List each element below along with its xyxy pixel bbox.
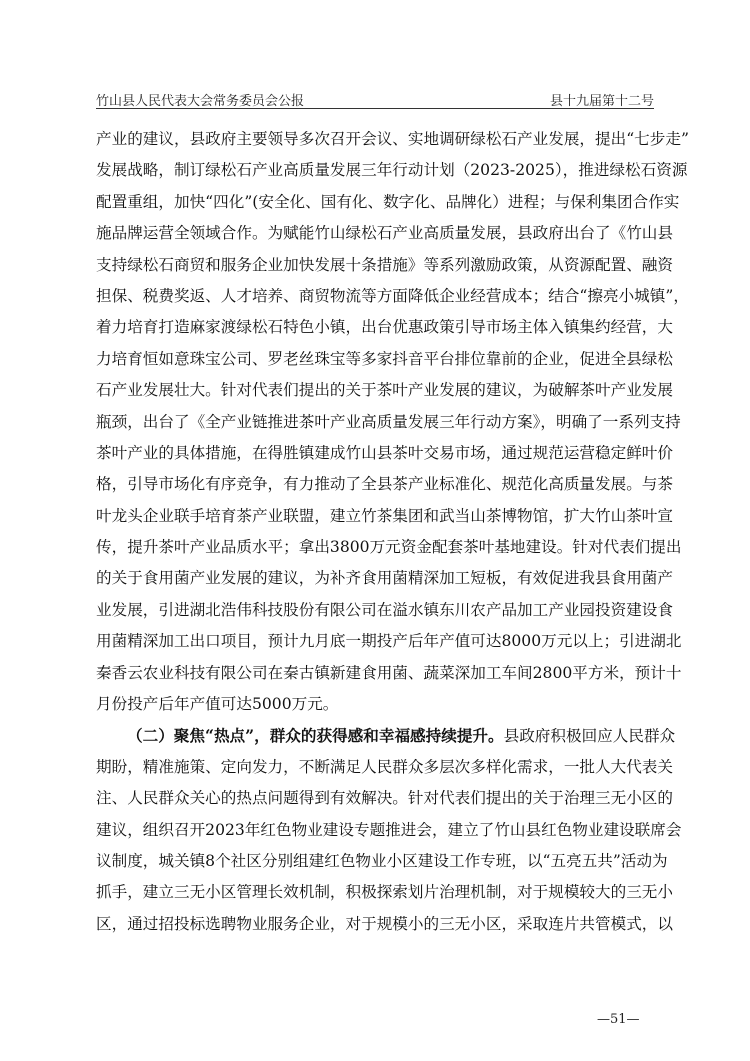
header-divider [96,108,654,109]
body-line: 格，引导市场化有序竞争，有力推动了全县茶产业标准化、规范化高质量发展。与茶 [96,475,673,494]
section-intro: 县政府积极回应人民群众 [503,727,676,746]
body-line: 秦香云农业科技有限公司在秦古镇新建食用菌、蔬菜深加工车间2800平方米，预计十 [96,663,682,682]
body-line: 担保、税费奖返、人才培养、商贸物流等方面降低企业经营成本；结合“擦亮小城镇”， [96,286,689,305]
body-line: 瓶颈，出台了《全产业链推进茶叶产业高质量发展三年行动方案》，明确了一系列支持 [96,412,681,431]
body-line: 石产业发展壮大。针对代表们提出的关于茶叶产业发展的建议，为破解茶叶产业发展 [96,381,673,400]
body-line: 传，提升茶叶产业品质水平；拿出3800万元资金配套茶叶基地建设。针对代表们提出 [96,538,682,557]
body-line: 配置重组，加快“四化”(安全化、国有化、数字化、品牌化）进程；与保利集团合作实 [96,192,680,211]
body-line: 支持绿松石商贸和服务企业加快发展十条措施》等系列激励政策，从资源配置、融资 [96,255,673,274]
body-line: 注、人民群众关心的热点问题得到有效解决。针对代表们提出的关于治理三无小区的 [96,789,673,808]
body-line: 抓手，建立三无小区管理长效机制，积极探索划片治理机制，对于规模较大的三无小 [96,883,673,902]
body-line: 区，通过招投标选聘物业服务企业，对于规模小的三无小区，采取连片共管模式，以 [96,914,673,933]
body-line: 发展战略，制订绿松石产业高质量发展三年行动计划（2023-2025），推进绿松石资源 [96,161,688,180]
body-line: 施品牌运营全领域合作。为赋能竹山绿松石产业高质量发展，县政府出台了《竹山县 [96,224,673,243]
body-line: 产业的建议，县政府主要领导多次召开会议、实地调研绿松石产业发展，提出“七步走” [96,130,689,148]
body-line: 茶叶产业的具体措施，在得胜镇建成竹山县茶叶交易市场，通过规范运营稳定鲜叶价 [96,443,673,462]
document-body [96,124,689,940]
body-line: 建议，组织召开2023年红色物业建设专题推进会，建立了竹山县红色物业建设联席会 [96,820,682,839]
header-title: 竹山县人民代表大会常务委员会公报 [96,94,305,109]
body-line: 力培育恒如意珠宝公司、罗老丝珠宝等多家抖音平台排位靠前的企业，促进全县绿松 [96,349,673,368]
body-line: 用菌精深加工出口项目，预计九月底一期投产后年产值可达8000万元以上；引进湖北 [96,632,682,651]
page-number: —51— [597,1012,640,1027]
body-line: 叶龙头企业联手培育茶产业联盟，建立竹茶集团和武当山茶博物馆，扩大竹山茶叶宣 [96,506,673,525]
body-line: 期盼，精准施策、定向发力，不断满足人民群众多层次多样化需求，一批人大代表关 [96,757,673,776]
body-line: 的关于食用菌产业发展的建议，为补齐食用菌精深加工短板，有效促进我县食用菌产 [96,569,673,588]
body-line: 议制度，城关镇8个社区分别组建红色物业小区建设工作专班，以“五亮五共”活动为 [96,851,668,870]
body-line: 业发展，引进湖北浩伟科技股份有限公司在溢水镇东川农产品加工产业园投资建设食 [96,600,673,619]
header-issue: 县十九届第十二号 [549,94,654,109]
body-line: 着力培育打造麻家渡绿松石特色小镇，出台优惠政策引导市场主体入镇集约经营，大 [96,318,673,337]
page-header [96,86,654,110]
body-line: 月份投产后年产值可达5000万元。 [96,695,339,714]
section-heading: （二）聚焦“热点”，群众的获得感和幸福感持续提升。 [127,726,504,746]
section-first-line [96,720,676,751]
